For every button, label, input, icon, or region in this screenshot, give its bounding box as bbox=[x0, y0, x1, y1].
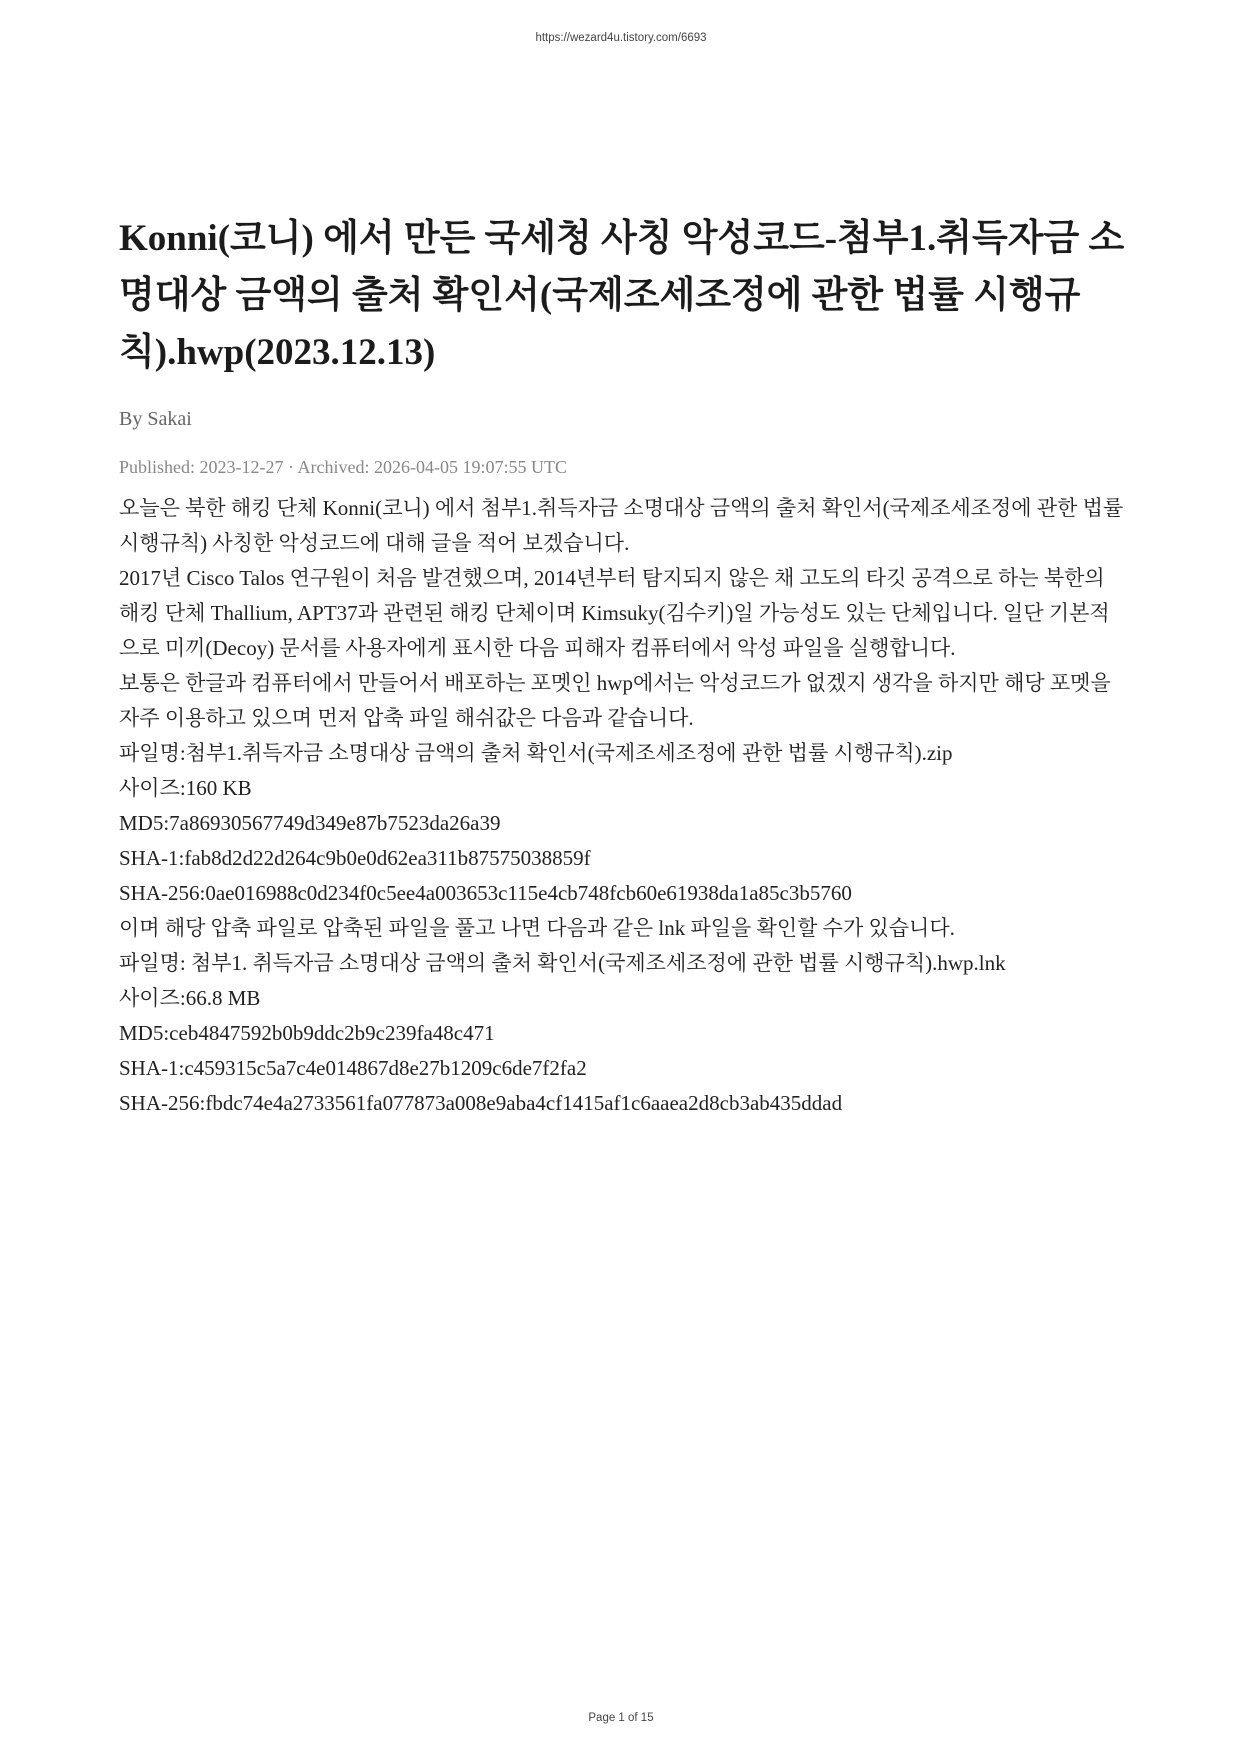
lnk-sha256: SHA-256:fbdc74e4a2733561fa077873a008e9aba4cf1415af1c6aaea2d8cb3ab435ddad bbox=[119, 1091, 843, 1115]
zip-filename: 파일명:첨부1.취득자금 소명대상 금액의 출처 확인서(국제조세조정에 관한 법률 시행규칙).zip bbox=[119, 741, 953, 765]
zip-md5: MD5:7a86930567749d349e87b7523da26a39 bbox=[119, 811, 501, 835]
paragraph: 보통은 한글과 컴퓨터에서 만들어서 배포하는 포멧인 hwp에서는 악성코드가 없겠지 생각을 하지만 해당 포멧을 자주 이용하고 있으며 먼저 압축 파일 해쉬값은 다음과 같습니다. bbox=[119, 671, 1111, 730]
lnk-sha1: SHA-1:c459315c5a7c4e014867d8e27b1209c6de7f2fa2 bbox=[119, 1056, 587, 1080]
lnk-md5: MD5:ceb4847592b0b9ddc2b9c239fa48c471 bbox=[119, 1021, 495, 1045]
paragraph: 이며 해당 압축 파일로 압축된 파일을 풀고 나면 다음과 같은 lnk 파일을 확인할 수가 있습니다. bbox=[119, 916, 955, 940]
lnk-size: 사이즈:66.8 MB bbox=[119, 986, 261, 1010]
zip-sha256: SHA-256:0ae016988c0d234f0c5ee4a003653c115e4cb748fcb60e61938da1a85c3b5760 bbox=[119, 881, 852, 905]
lnk-filename: 파일명: 첨부1. 취득자금 소명대상 금액의 출처 확인서(국제조세조정에 관한 법률 시행규칙).hwp.lnk bbox=[119, 951, 1006, 975]
zip-size: 사이즈:160 KB bbox=[119, 776, 252, 800]
article bbox=[119, 210, 1129, 1121]
article-body bbox=[119, 491, 1129, 1121]
paragraph: 2017년 Cisco Talos 연구원이 처음 발견했으며, 2014년부터 탐지되지 않은 채 고도의 타깃 공격으로 하는 북한의 해킹 단체 Thallium, APT37과 관련된 해킹 단체이며 Kimsuky(김수키)일 가능성도 있는 단체입니다. 일단 기본적으로 미끼(Decoy) 문서를 사용자에게 표시한 다음 피해자 컴퓨터에서 악성 파일을 실행합니다. bbox=[119, 566, 1110, 660]
author-byline: By Sakai bbox=[119, 408, 192, 430]
page-number: Page 1 of 15 bbox=[588, 1712, 654, 1724]
paragraph: 오늘은 북한 해킹 단체 Konni(코니) 에서 첨부1.취득자금 소명대상 금액의 출처 확인서(국제조세조정에 관한 법률 시행규칙) 사칭한 악성코드에 대해 글을 적어 보겠습니다. bbox=[119, 496, 1124, 555]
article-title: Konni(코니) 에서 만든 국세청 사칭 악성코드-첨부1.취득자금 소명대상 금액의 출처 확인서(국제조세조정에 관한 법률 시행규칙).hwp(2023.12.13) bbox=[119, 218, 1125, 373]
page-url-header: https://wezard4u.tistory.com/6693 bbox=[535, 32, 707, 44]
zip-sha1: SHA-1:fab8d2d22d264c9b0e0d62ea311b87575038859f bbox=[119, 846, 591, 870]
publish-meta: Published: 2023-12-27 · Archived: 2026-04-05 19:07:55 UTC bbox=[119, 457, 567, 477]
